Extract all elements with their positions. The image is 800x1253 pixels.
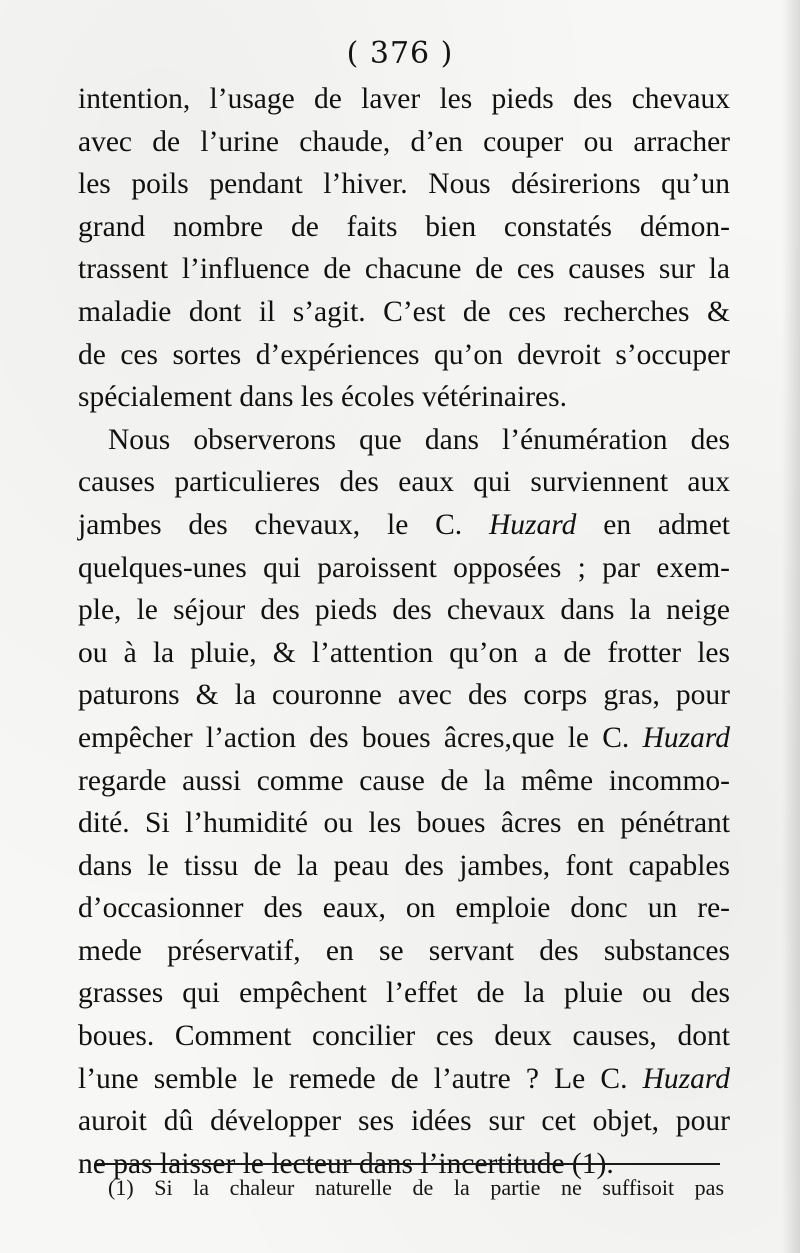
text-line: grand nombre de faits bien constatés démon-: [78, 210, 730, 243]
text-line: l’une semble le remede de l’autre ? Le C. Huzard: [78, 1062, 730, 1095]
text-line: paturons & la couronne avec des corps gras, pour: [78, 679, 730, 712]
text-line: boues. Comment concilier ces deux causes, dont: [78, 1020, 730, 1053]
paragraph-2: [78, 419, 730, 1186]
text-line: intention, l’usage de laver les pieds des chevaux: [78, 83, 730, 115]
text-line: regarde aussi comme cause de la même incommo-: [78, 764, 730, 797]
text-line: ple, le séjour des pieds des chevaux dans la neige: [78, 594, 730, 627]
text-line: jambes des chevaux, le C. Huzard en admet: [78, 508, 730, 541]
main-text: [78, 78, 730, 1185]
author-name: Huzard: [489, 508, 577, 541]
text-line: de ces sortes d’expériences qu’on devroit s’occuper: [78, 338, 730, 371]
text-line: dité. Si l’humidité ou les boues âcres en pénétrant: [78, 807, 730, 840]
text-line: empêcher l’action des boues âcres,que le C. Huzard: [78, 721, 730, 754]
text-line: grasses qui empêchent l’effet de la pluie ou des: [78, 977, 730, 1010]
footnote-divider: [96, 1163, 720, 1165]
text-line: ne pas laisser le lecteur dans l’incertitude (1).: [78, 1147, 614, 1180]
text-line: avec de l’urine chaude, d’en couper ou arracher: [78, 125, 730, 158]
text-line: dans le tissu de la peau des jambes, font capables: [78, 849, 730, 882]
text-line: d’occasionner des eaux, on emploie donc un re-: [78, 892, 730, 925]
text-line: les poils pendant l’hiver. Nous désirerions qu’un: [78, 168, 730, 201]
text-line: auroit dû développer ses idées sur cet objet, pour: [78, 1105, 730, 1138]
text-line: mede préservatif, en se servant des substances: [78, 934, 730, 967]
text-line: ou à la pluie, & l’attention qu’on a de frotter les: [78, 636, 730, 669]
text-line: trassent l’influence de chacune de ces causes sur la: [78, 253, 730, 286]
text-line: maladie dont il s’agit. C’est de ces recherches &: [78, 295, 730, 328]
footnote: (1) Si la chaleur naturelle de la partie ne suffisoit pas: [108, 1175, 724, 1200]
author-name: Huzard: [642, 721, 730, 754]
text-line: quelques-unes qui paroissent opposées ; par exem-: [78, 551, 730, 584]
paragraph-1: [78, 78, 730, 419]
author-name: Huzard: [642, 1062, 730, 1095]
text-line: spécialement dans les écoles vétérinaires.: [78, 381, 567, 414]
text-line: Nous observerons que dans l’énumération des: [108, 423, 730, 456]
page-number: ( 376 ): [346, 36, 454, 71]
text-line: causes particulieres des eaux qui surviennent aux: [78, 466, 730, 499]
